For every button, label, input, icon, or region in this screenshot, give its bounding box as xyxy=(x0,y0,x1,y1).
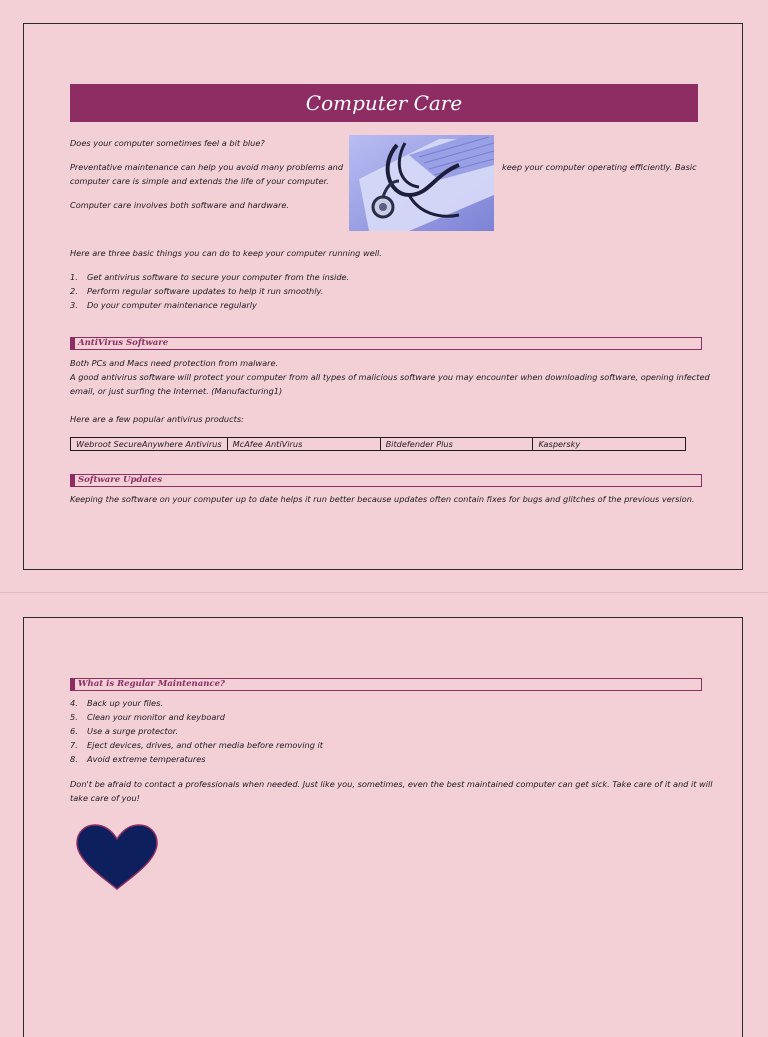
document-page-1 xyxy=(23,23,743,570)
list-number: 6. xyxy=(70,726,78,736)
antivirus-line-1: Both PCs and Macs need protection from malware. xyxy=(70,358,279,368)
section-header-updates: Software Updates xyxy=(70,474,702,487)
list-text: Get antivirus software to secure your computer from the inside. xyxy=(87,272,350,282)
list-number: 1. xyxy=(70,272,78,282)
list-number: 4. xyxy=(70,698,78,708)
list-number: 5. xyxy=(70,712,78,722)
list-item xyxy=(70,724,178,738)
intro-line-1: Does your computer sometimes feel a bit blue? xyxy=(70,138,265,148)
antivirus-products-table xyxy=(70,437,686,451)
intro-line-4: Computer care involves both software and hardware. xyxy=(70,200,289,210)
list-number: 3. xyxy=(70,300,78,310)
list-text: Use a surge protector. xyxy=(87,726,178,736)
list-text: Back up your files. xyxy=(87,698,163,708)
section-header-antivirus: AntiVirus Software xyxy=(70,337,702,350)
closing-line-1: Don't be afraid to contact a professionals when needed. Just like you, sometimes, even the best maintained computer can get sick. Take care of it and it will xyxy=(70,779,713,789)
intro-line-2-left: Preventative maintenance can help you avoid many problems and xyxy=(70,162,344,172)
list-text: Do your computer maintenance regularly xyxy=(87,300,257,310)
list-text: Perform regular software updates to help it run smoothly. xyxy=(87,286,324,296)
antivirus-line-2: A good antivirus software will protect your computer from all types of malicious software you may encounter when downloading software, opening infected xyxy=(70,372,710,382)
document-page-2 xyxy=(23,617,743,1037)
list-item xyxy=(70,298,257,312)
intro-line-2-right: keep your computer operating efficiently. Basic xyxy=(502,162,697,172)
list-item xyxy=(70,696,163,710)
list-number: 2. xyxy=(70,286,78,296)
table-cell: Kaspersky xyxy=(533,438,686,451)
list-item xyxy=(70,284,323,298)
antivirus-line-4: Here are a few popular antivirus products: xyxy=(70,414,244,424)
section-header-maintenance: What is Regular Maintenance? xyxy=(70,678,702,691)
table-cell: McAfee AntiVirus xyxy=(227,438,380,451)
updates-text: Keeping the software on your computer up to date helps it run better because updates often contain fixes for bugs and glitches of the previous version. xyxy=(70,494,695,504)
list-number: 7. xyxy=(70,740,78,750)
list-item xyxy=(70,270,349,284)
page-title: Computer Care xyxy=(70,84,698,122)
table-row xyxy=(71,438,686,451)
list-text: Eject devices, drives, and other media before removing it xyxy=(87,740,323,750)
heart-icon xyxy=(74,823,160,893)
list-item xyxy=(70,710,225,724)
intro-line-5: Here are three basic things you can do to keep your computer running well. xyxy=(70,248,382,258)
intro-line-3: computer care is simple and extends the life of your computer. xyxy=(70,176,329,186)
closing-line-2: take care of you! xyxy=(70,793,140,803)
stethoscope-laptop-image xyxy=(349,135,494,231)
table-cell: Webroot SecureAnywhere Antivirus xyxy=(71,438,228,451)
antivirus-line-3: email, or just surfing the Internet. (Manufacturing1) xyxy=(70,386,283,396)
list-item xyxy=(70,738,323,752)
table-cell: Bitdefender Plus xyxy=(380,438,533,451)
list-item xyxy=(70,752,206,766)
list-text: Avoid extreme temperatures xyxy=(87,754,206,764)
list-text: Clean your monitor and keyboard xyxy=(87,712,225,722)
page-divider xyxy=(0,592,768,593)
list-number: 8. xyxy=(70,754,78,764)
